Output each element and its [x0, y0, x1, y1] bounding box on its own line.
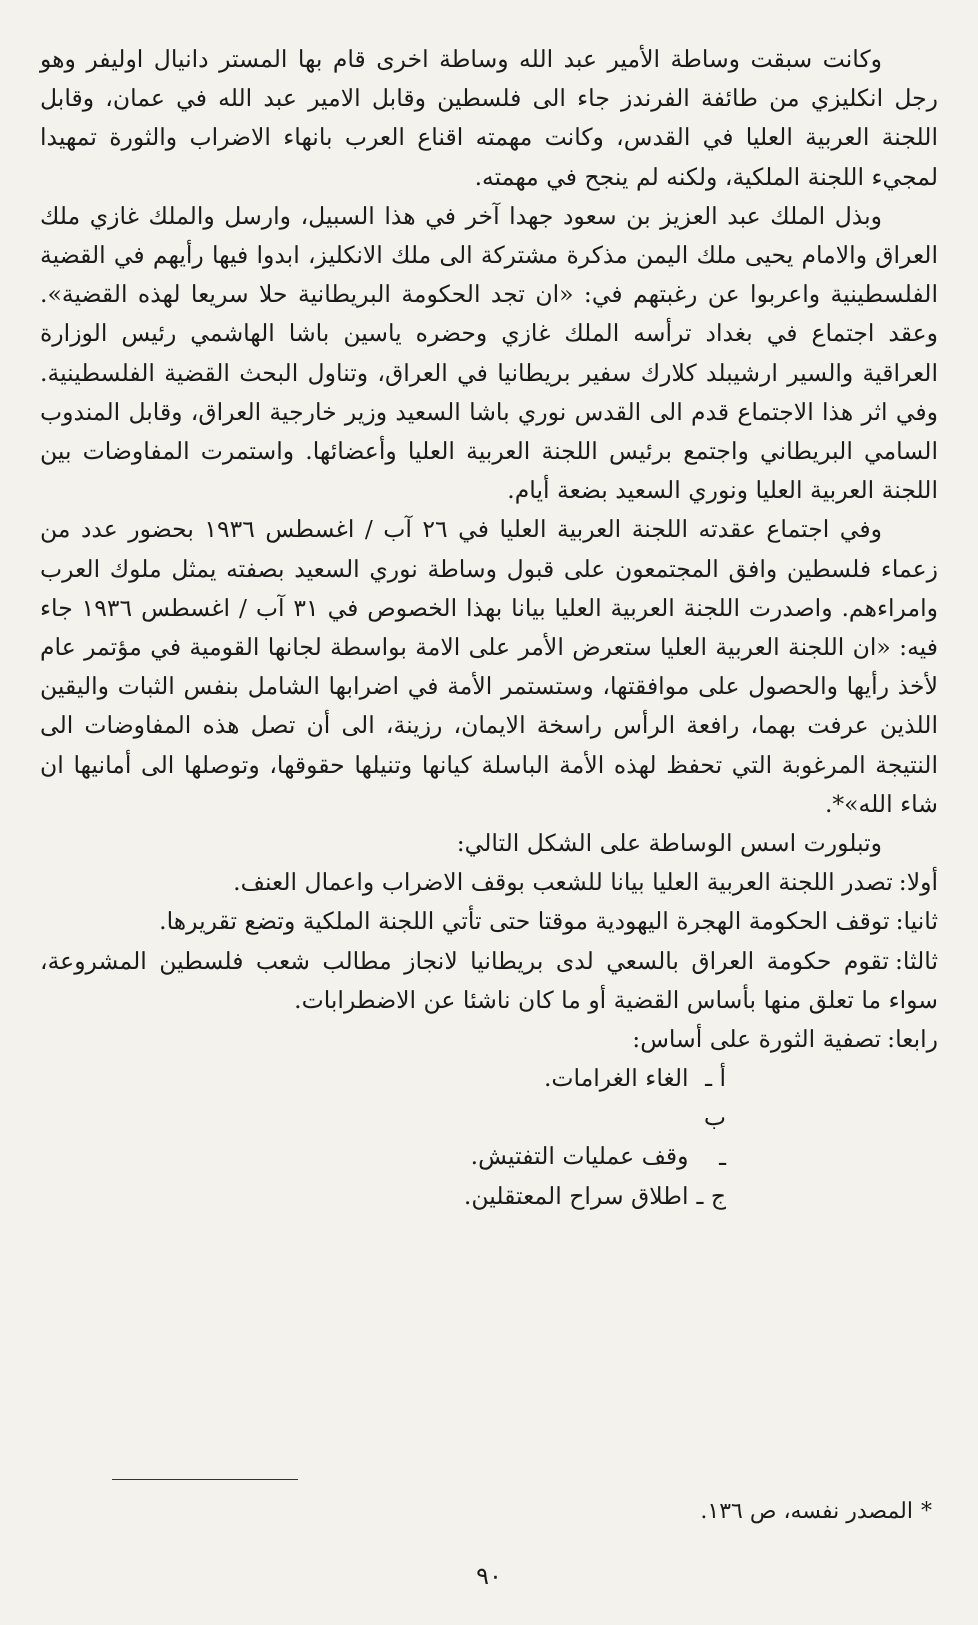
list-item — [40, 1177, 938, 1216]
list-item — [40, 902, 938, 941]
list-item — [40, 942, 938, 1020]
point-label: ثالثا: — [894, 946, 938, 975]
footnote-divider — [112, 1479, 298, 1480]
subpoint-letter: ب ـ — [703, 1103, 726, 1171]
subpoint-text: وقف عمليات التفتيش. — [470, 1142, 689, 1171]
subpoint-letter: أ ـ — [705, 1064, 726, 1093]
book-page — [40, 40, 938, 1610]
mediation-points — [40, 863, 938, 1059]
footnote-text: المصدر نفسه، ص ١٣٦. — [700, 1499, 913, 1524]
paragraph-committee-meeting: وفي اجتماع عقدته اللجنة العربية العليا في ٢٦ آب / اغسطس ١٩٣٦ بحضور عدد من زعماء فلسطين وافق المجتمعون على قبول وساطة نوري السعيد بصفته يمثل ملوك العرب وامراءهم. واصدرت اللجنة العربية العليا بيانا بهذا الخصوص في ٣١ آب / اغسطس ١٩٣٦ جاء فيه: «ان اللجنة العربية العليا ستعرض الأمر على الامة بواسطة لجانها القومية في مؤتمر عام لأخذ رأيها والحصول على موافقتها، وستستمر الأمة في اضرابها الشامل بنفس الثبات واليقين اللذين عرفت بهما، رافعة الرأس راسخة الايمان، رزينة، الى أن تصل هذه المفاوضات الى النتيجة المرغوبة التي تحفظ لهذه الأمة الباسلة كيانها وتنيلها حقوقها، وتوصلها الى أمانيها ان شاء الله»*. — [40, 515, 938, 818]
footnote — [700, 1496, 932, 1528]
point-label: رابعا: — [887, 1025, 938, 1054]
subpoint-text: اطلاق سراح المعتقلين. — [463, 1181, 689, 1210]
point-text: تقوم حكومة العراق بالسعي لدى بريطانيا لانجاز مطالب شعب فلسطين المشروعة، سواء ما تعلق منها بأساس القضية أو ما كان ناشئا عن الاضطرابات. — [40, 946, 938, 1014]
subpoint-letter: ج ـ — [696, 1181, 726, 1210]
point-label: ثانيا: — [895, 907, 938, 936]
list-item — [40, 1020, 938, 1059]
point-text: تصفية الثورة على أساس: — [632, 1025, 882, 1054]
list-item — [40, 1098, 938, 1176]
paragraph-mediation-oliver: وكانت سبقت وساطة الأمير عبد الله وساطة اخرى قام بها المستر دانيال اوليفر وهو رجل انكليزي من طائفة الفرندز جاء الى فلسطين وقابل الامير عبد الله في عمان، وقابل اللجنة العربية العليا في القدس، وكانت مهمته اقناع العرب بانهاء الاضراب والثورة تمهيدا لمجيء اللجنة الملكية، ولكنه لم ينجح في مهمته. — [40, 45, 938, 191]
list-item — [40, 1059, 938, 1098]
page-number: ٩٠ — [476, 1562, 502, 1590]
point-label: أولا: — [898, 868, 938, 897]
footnote-marker: * — [921, 1499, 932, 1524]
paragraph-kings-memorandum: وبذل الملك عبد العزيز بن سعود جهدا آخر في هذا السبيل، وارسل والملك غازي ملك العراق والامام يحيى ملك اليمن مذكرة مشتركة الى ملك الانكليز، ابدوا فيها رأيهم في القضية الفلسطينية واعربوا عن رغبتهم في: «ان تجد الحكومة البريطانية حلا سريعا لهذه القضية». وعقد اجتماع في بغداد ترأسه الملك غازي وحضره ياسين باشا الهاشمي رئيس الوزارة العراقية والسير ارشيبلد كلارك سفير بريطانيا في العراق، وتناول البحث القضية الفلسطينية. وفي اثر هذا الاجتماع قدم الى القدس نوري باشا السعيد وزير خارجية العراق، وقابل المندوب السامي البريطاني واجتمع برئيس اللجنة العربية العليا وأعضائها. واستمرت المفاوضات بين اللجنة العربية العليا ونوري السعيد بضعة أيام. — [40, 201, 938, 505]
mediation-bases-intro: وتبلورت اسس الوساطة على الشكل التالي: — [456, 829, 882, 858]
point-text: توقف الحكومة الهجرة اليهودية موقتا حتى تأتي اللجنة الملكية وتضع تقريرها. — [159, 907, 890, 936]
subpoint-text: الغاء الغرامات. — [543, 1064, 689, 1093]
point-text: تصدر اللجنة العربية العليا بيانا للشعب بوقف الاضراب واعمال العنف. — [233, 868, 893, 897]
revolution-settlement-points — [40, 1059, 938, 1216]
list-item — [40, 863, 938, 902]
